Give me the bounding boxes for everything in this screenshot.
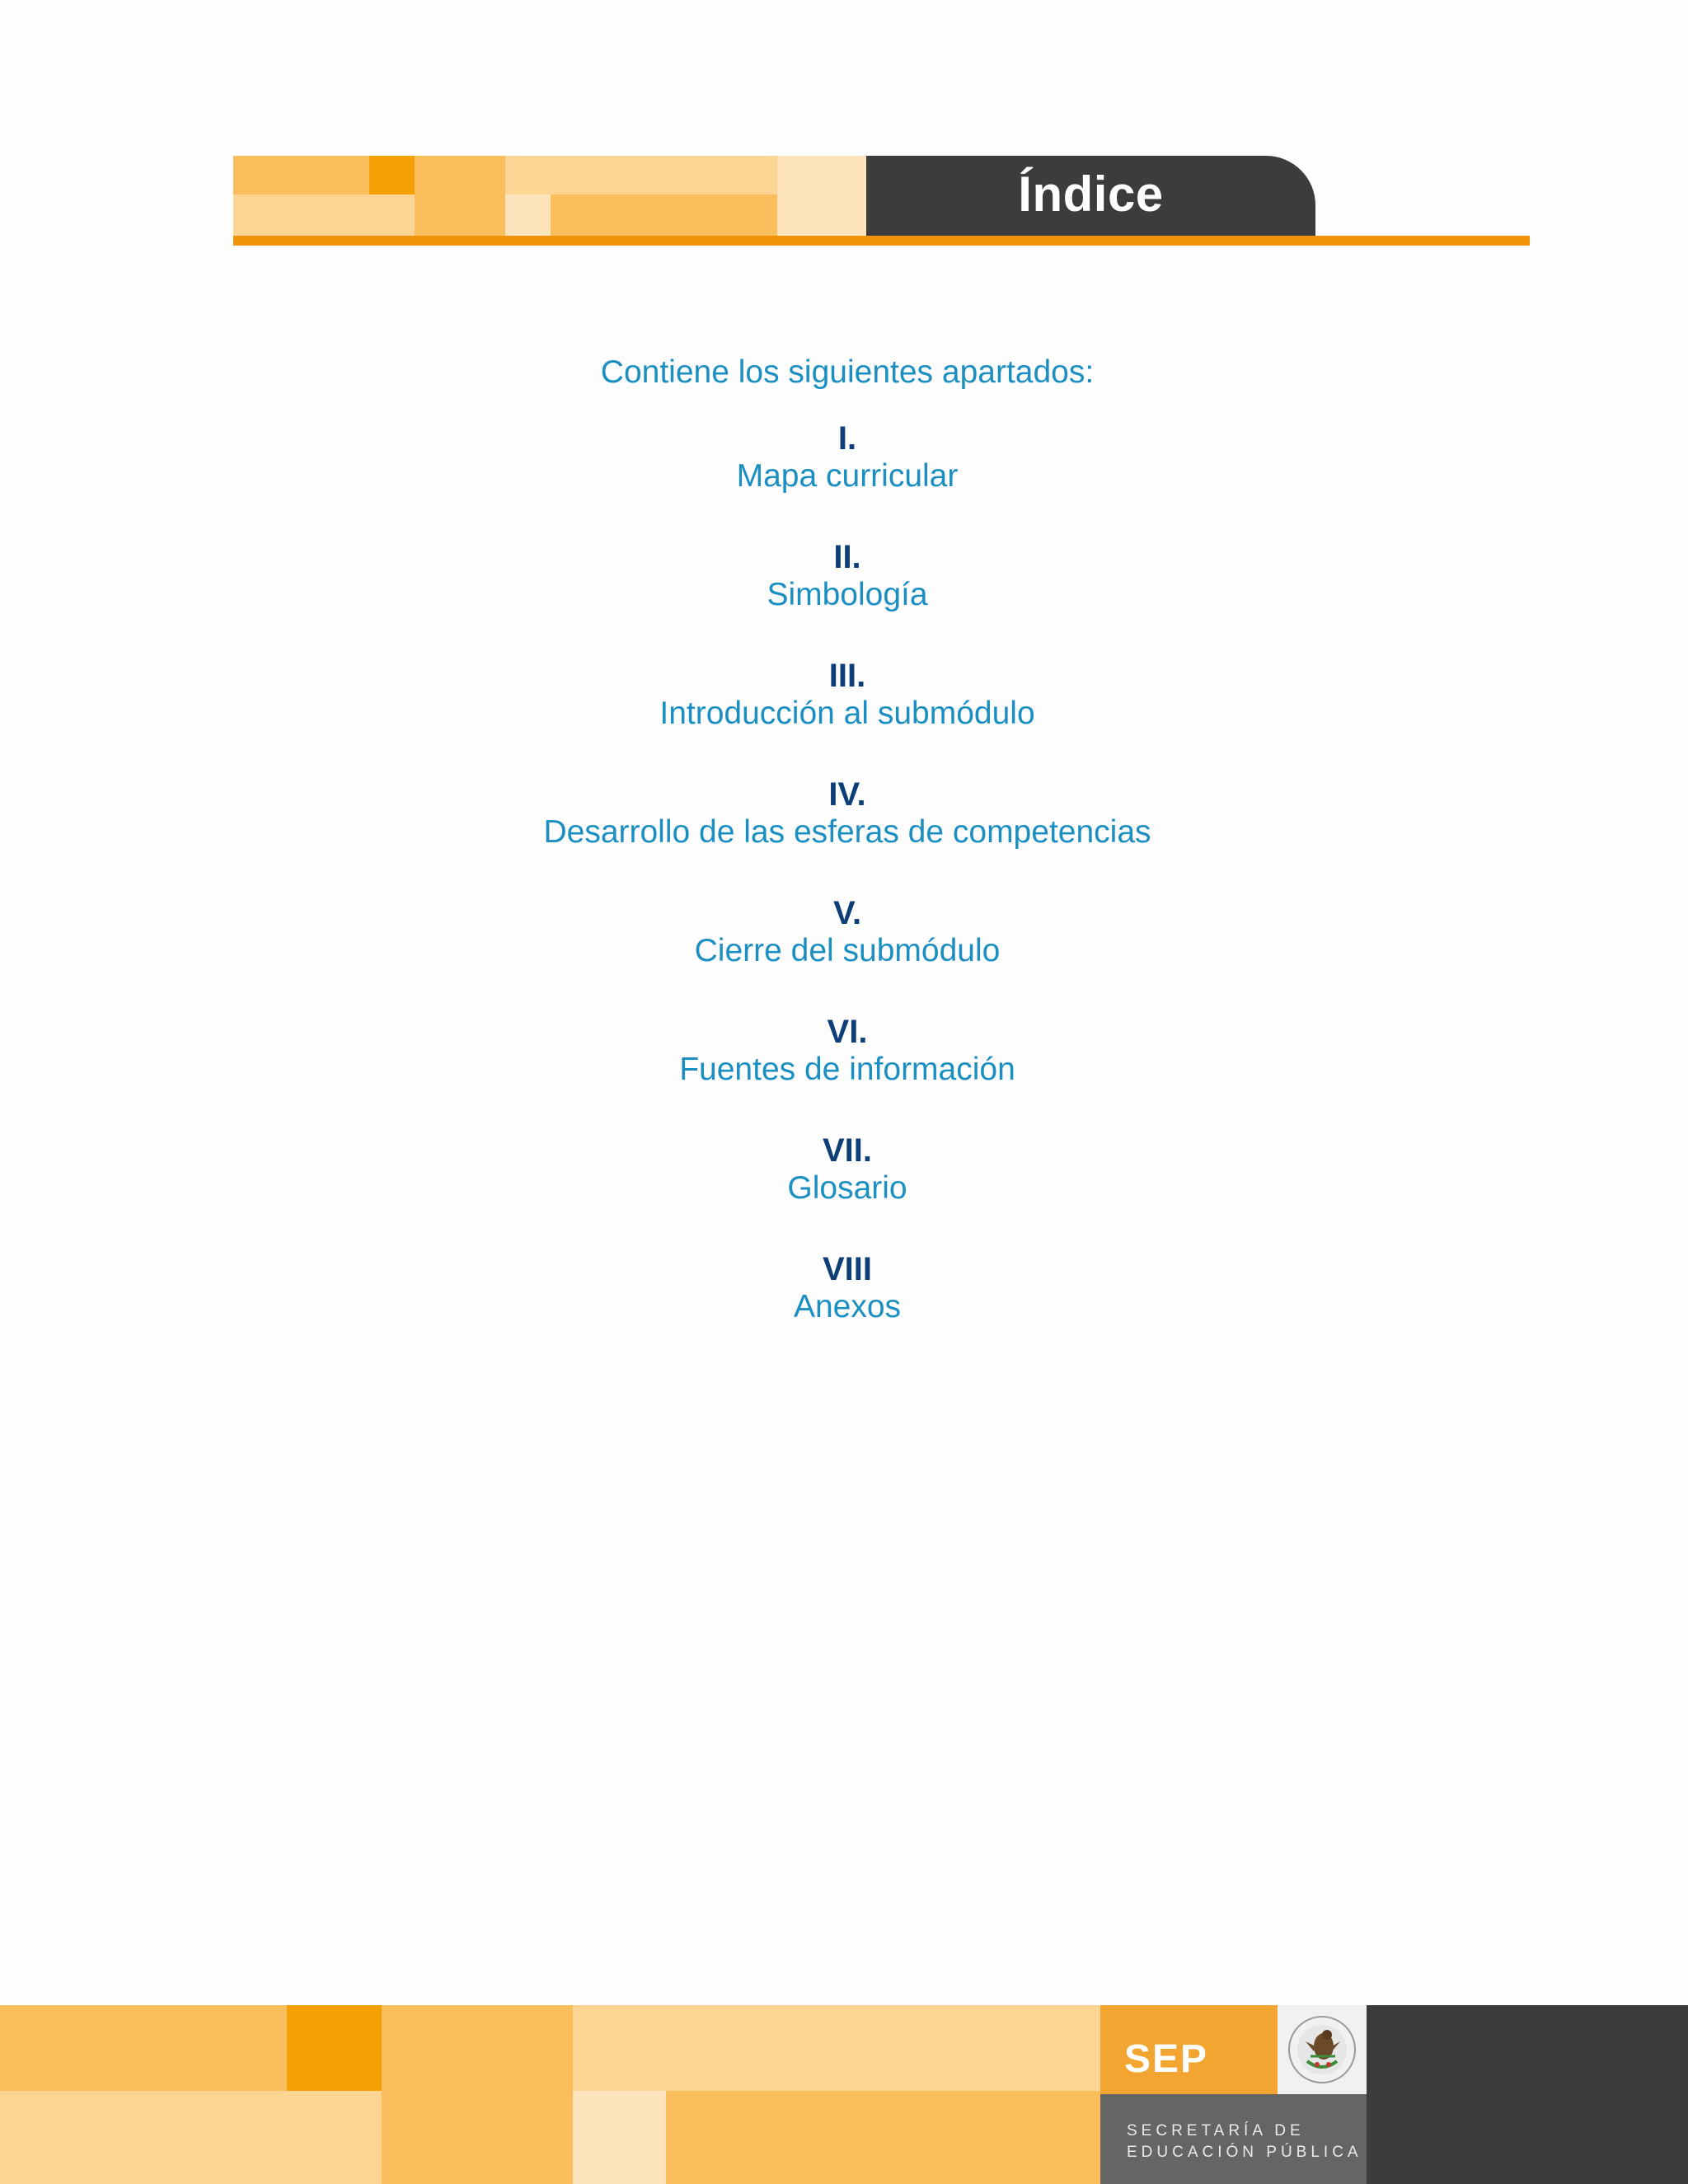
footer-dark-panel (1367, 2005, 1688, 2184)
toc-numeral: VIII (822, 1251, 873, 1287)
sep-logo-word: SEP (1124, 2037, 1209, 2081)
toc-entry-6[interactable] (0, 1007, 1688, 1126)
table-of-contents (0, 346, 1688, 1363)
toc-numeral: VII. (822, 1132, 873, 1169)
toc-entry-1[interactable] (0, 414, 1688, 532)
page-footer (0, 2005, 1688, 2184)
toc-entry-4[interactable] (0, 770, 1688, 888)
toc-entry-8[interactable] (0, 1244, 1688, 1363)
title-tab (866, 156, 1315, 236)
toc-label[interactable]: Fuentes de información (679, 1052, 1015, 1087)
coat-of-arms-box (1278, 2005, 1367, 2094)
header-divider (233, 236, 1530, 246)
toc-label[interactable]: Anexos (793, 1289, 902, 1324)
coat-of-arms-icon (1278, 2005, 1367, 2094)
toc-label[interactable]: Glosario (787, 1170, 907, 1206)
toc-numeral: I. (837, 420, 857, 457)
toc-intro: Contiene los siguientes apartados: (600, 354, 1095, 390)
toc-numeral: VI. (827, 1014, 868, 1050)
toc-numeral: III. (828, 658, 866, 694)
toc-numeral: V. (832, 895, 862, 931)
toc-label[interactable]: Mapa curricular (736, 458, 959, 494)
toc-entry-7[interactable] (0, 1126, 1688, 1244)
page-title: Índice (1018, 166, 1164, 222)
toc-entry-5[interactable] (0, 888, 1688, 1007)
toc-entry-3[interactable] (0, 651, 1688, 770)
toc-entry-2[interactable] (0, 532, 1688, 651)
toc-numeral: IV. (828, 776, 866, 813)
org-name-line1: SECRETARÍA DE (1127, 2122, 1305, 2139)
page-header (0, 0, 1688, 255)
toc-numeral: II. (833, 539, 861, 575)
header-pattern (0, 0, 1688, 247)
org-name-line2: EDUCACIÓN PÚBLICA (1127, 2144, 1362, 2161)
toc-label[interactable]: Desarrollo de las esferas de competencias (543, 814, 1151, 850)
toc-label[interactable]: Cierre del submódulo (694, 933, 1001, 968)
footer-pattern (0, 2005, 1100, 2184)
toc-label[interactable]: Introducción al submódulo (659, 696, 1035, 731)
toc-label[interactable]: Simbología (767, 577, 928, 612)
